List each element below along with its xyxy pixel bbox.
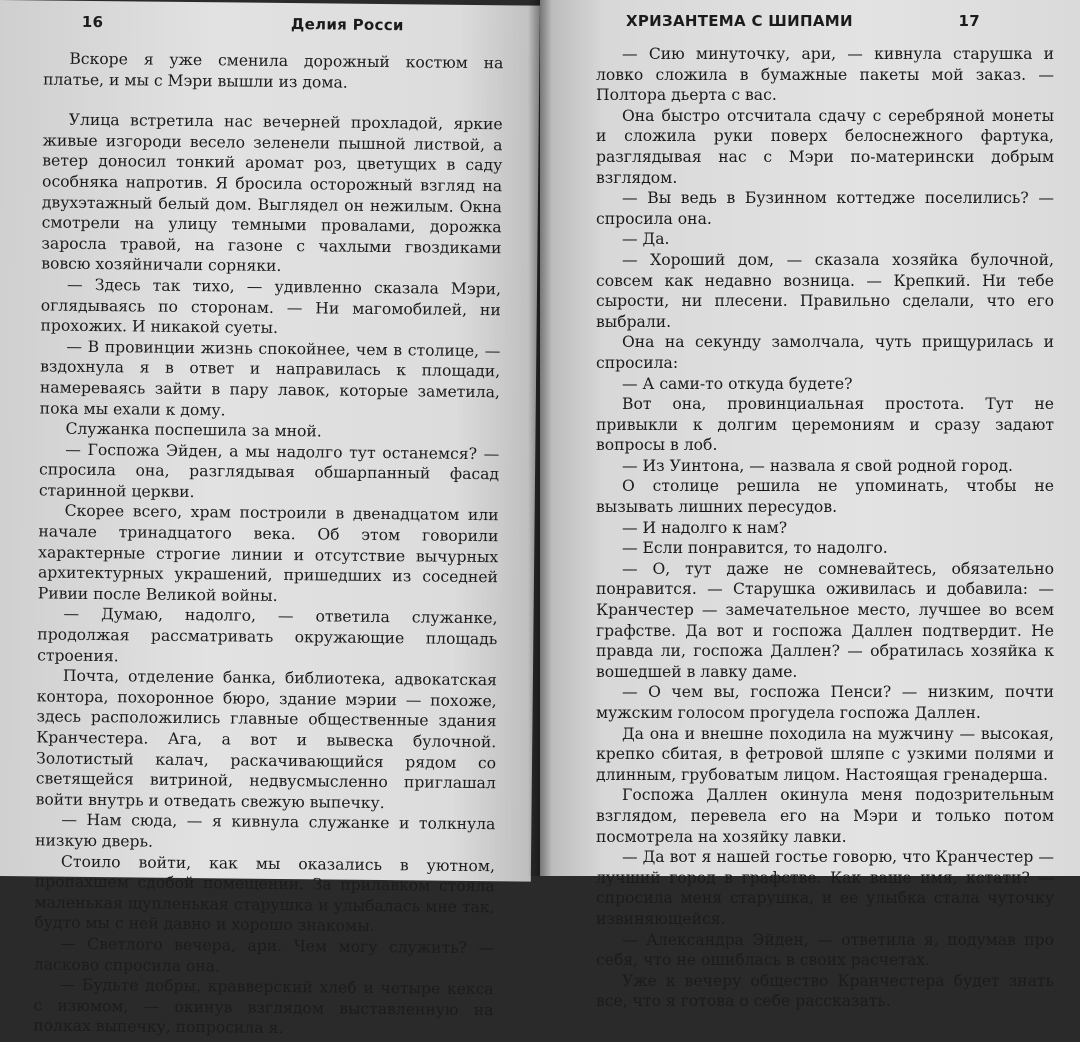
left-running-title: Делия Росси (290, 15, 404, 35)
right-running-title: ХРИЗАНТЕМА С ШИПАМИ (626, 12, 853, 30)
paragraph: — Из Уинтона, — назвала я свой родной город. (622, 456, 1013, 475)
paragraph: — В провинции жизнь спокойнее, чем в столице, — вздохнула я в ответ и направилась к площади, намереваясь зайти в пару лавок, которые заметила, пока мы ехали к дому. (39, 337, 501, 419)
paragraph: Служанка поспешила за мной. (65, 419, 322, 441)
paragraph: — Сию минуточку, ари, — кивнула старушка и ловко сложила в бумажные пакеты мой заказ. — Полтора дьерта с вас. (596, 45, 1054, 105)
left-running-head (44, 6, 504, 41)
paragraph: — Госпожа Эйден, а мы надолго тут останемся? — спросила она, разглядывая обшарпанный фасад старинной церкви. (38, 440, 500, 501)
paragraph: Почта, отделение банка, библиотека, адвокатская контора, похоронное бюро, здание мэрии — похоже, здесь расположились главные общественные здания Кранчестера. Ага, а вот и вывеска булочной. Золотистый калач, раскачивающийся рядом со светящейся витриной, недвусмысленно приглашал войти внутрь и отведать свежую выпечку. (35, 666, 497, 812)
left-page-number: 16 (81, 12, 104, 32)
left-page-text (33, 48, 503, 1041)
paragraph: — А сами-то откуда будете? (622, 374, 853, 393)
paragraph: Уже к вечеру общество Кранчестера будет знать все, что я готова о себе рассказать. (596, 971, 1054, 1011)
paragraph: — Александра Эйден, — ответила я, подумав про себя, что не ошиблась в своих расчетах. (596, 930, 1054, 970)
paragraph: — О чем вы, госпожа Пенси? — низким, почти мужским голосом прогудела госпожа Даллен. (596, 683, 1054, 722)
paragraph: Вот она, провинциальная простота. Тут не привыкли к долгим церемониям и сразу задают вопросы в лоб. (596, 395, 1054, 455)
right-page (540, 0, 1080, 1011)
right-page-number: 17 (958, 12, 980, 30)
paragraph: — Думаю, надолго, — ответила служанке, продолжая рассматривать окружающие площадь строения. (37, 605, 498, 665)
paragraph: Стоило войти, как мы оказались в уютном, пропахшем сдобой помещении. За прилавком стояла маленькая щупленькая старушка и улыбалась мне так, будто мы с ней давно и хорошо знакомы. (34, 852, 496, 936)
paragraph: Да она и внешне походила на мужчину — высокая, крепко сбитая, в фетровой шляпе с узкими полями и длинным, грубоватым лицом. Настоящая гренадерша. (596, 724, 1054, 784)
paragraph: Скорее всего, храм построили в двенадцатом или начале тринадцатого века. Об этом говорили характерные строгие линии и отсутствие вычурных архитектурных украшений, пришедших из соседней Ривии после Великой войны. (37, 502, 499, 605)
left-page (0, 0, 540, 1038)
paragraph: — Вы ведь в Бузинном коттедже поселились? — спросила она. (596, 189, 1054, 228)
paragraph: Она на секунду замолчала, чуть прищурилась и спросила: (596, 333, 1054, 372)
paragraph: — Да вот я нашей гостье говорю, что Кранчестер — лучший город в графстве. Как ваше имя, кстати? — спросила меня старушка, и ее улыбка стала чуточку извиняющейся. (596, 848, 1054, 928)
paragraph: — Да. (622, 230, 670, 249)
paragraph: — Светлого вечера, ари. Чем могу служить? — ласково спросила она. (33, 934, 495, 975)
paragraph: — Если понравится, то надолго. (622, 539, 888, 558)
paragraph: Госпожа Даллен окинула меня подозрительным взглядом, перевела его на Мэри и только потом посмотрела на хозяйку лавки. (596, 786, 1054, 846)
paragraph: — Хороший дом, — сказала хозяйка булочной, совсем как недавно возница. — Крепкий. Ни тебе сырости, ни плесени. Правильно сделали, что его выбрали. (596, 250, 1054, 331)
paragraph: — Здесь так тихо, — удивленно сказала Мэри, оглядываясь по сторонам. — Ни магомобилей, ни прохожих. И никакой суеты. (40, 275, 502, 338)
right-page-text (596, 44, 1054, 1012)
paragraph: Улица встретила нас вечерней прохладой, яркие живые изгороди весело зеленели пышной листвой, а ветер доносил тонкий аромат роз, цветущих в саду особняка напротив. Я бросила осторожный взгляд на двухэтажный белый дом. Выглядел он нежилым. Окна смотрели на улицу темными провалами, дорожка заросла травой, на газоне с чахлыми гвоздиками вовсю хозяйничали сорняки. (41, 110, 503, 276)
paragraph: Она быстро отсчитала сдачу с серебряной монеты и сложила руки поверх белоснежного фартука, разглядывая нас с Мэри по-матерински добрым взглядом. (596, 106, 1054, 187)
paragraph: — И надолго к нам? (622, 518, 788, 537)
paragraph: О столице решила не упоминать, чтобы не вызывать лишних пересудов. (596, 477, 1054, 517)
right-running-head (596, 6, 1054, 36)
paragraph: — О, тут даже не сомневайтесь, обязательно понравится. — Старушка оживилась и добавила: — Кранчестер — замечательное место, лучшее во всем графстве. Да вот и госпожа Даллен подтвердит. Не правда ли, госпожа Даллен? — обратилась хозяйка к вошедшей в лавку даме. (596, 559, 1054, 681)
paragraph: — Нам сюда, — я кивнула служанке и толкнула низкую дверь. (35, 811, 496, 851)
paragraph: — Будьте добры, кравверский хлеб и четыре кекса с изюмом, — окинув взглядом выставленную на полках выпечку, попросила я. (33, 975, 494, 1038)
paragraph: Вскоре я уже сменила дорожный костюм на платье, и мы с Мэри вышли из дома. (43, 49, 504, 92)
